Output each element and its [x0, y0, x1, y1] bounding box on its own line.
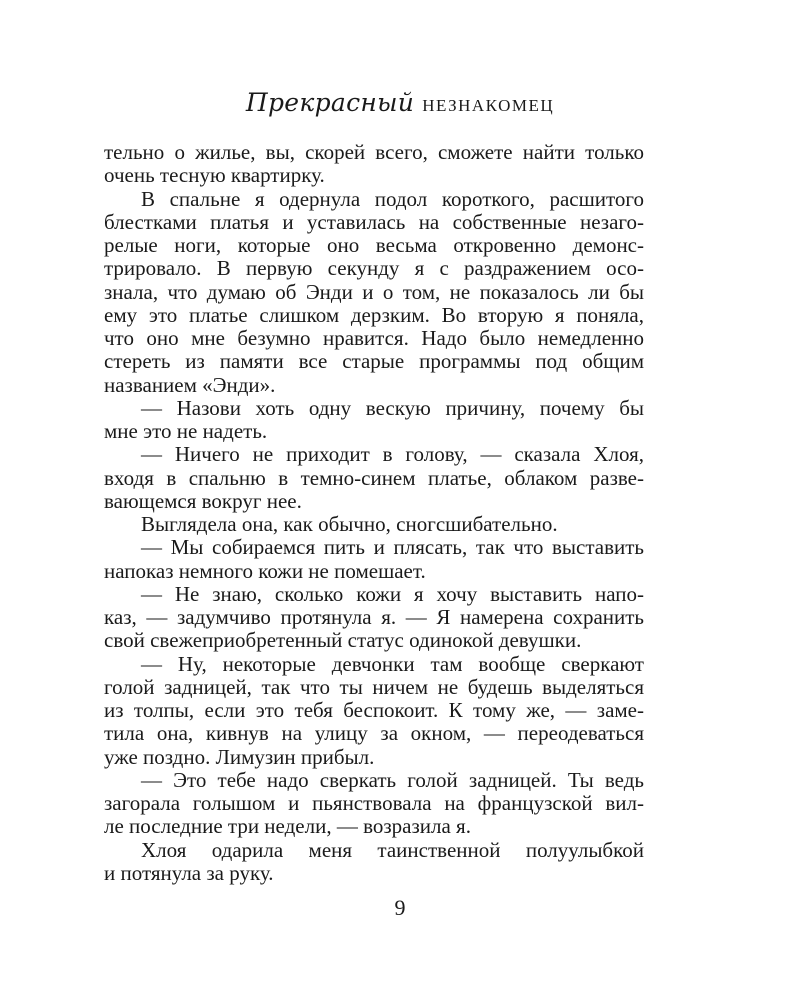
text-line: каз, — задумчиво протянула я. — Я намерена сохранить [104, 606, 644, 629]
text-line: загорала голышом и пьянствовала на французской вил- [104, 792, 644, 815]
text-line: трировало. В первую секунду я с раздражением осо- [104, 257, 644, 281]
text-line: знала, что думаю об Энди и о том, не показалось ли бы [104, 280, 644, 304]
text-line: мне это не надеть. [104, 420, 268, 443]
running-head-title-caps: НЕЗНАКОМЕЦ [422, 96, 555, 115]
text-line: тельно о жилье, вы, скорей всего, сможете найти только [104, 141, 644, 164]
text-line: — Это тебе надо сверкать голой задницей. Ты ведь [141, 768, 644, 792]
text-line: что оно мне безумно нравится. Надо было немедленно [104, 327, 644, 350]
text-line: — Ничего не приходит в голову, — сказала Хлоя, [141, 443, 644, 467]
text-line: Выглядела она, как обычно, сногсшибательно. [141, 513, 558, 536]
text-line: входя в спальню в темно-синем платье, облаком разве- [104, 466, 644, 490]
text-line: ле последние три недели, — возразила я. [104, 815, 471, 839]
text-line: напоказ немного кожи не помешает. [104, 559, 426, 583]
text-line: — Ну, некоторые девчонки там вообще сверкают [141, 652, 644, 676]
text-line: — Назови хоть одну вескую причину, почему бы [141, 396, 644, 420]
running-head [0, 88, 800, 117]
text-line: ему это платье слишком дерзким. Во вторую я поняла, [104, 303, 644, 327]
text-line: — Не знаю, сколько кожи я хочу выставить напо- [141, 582, 644, 606]
text-line: и потянула за руку. [104, 861, 274, 885]
text-line: В спальне я одернула подол короткого, расшитого [141, 187, 644, 211]
text-line: названием «Энди». [104, 373, 276, 397]
text-line: из толпы, если это тебя беспокоит. К тому же, — заме- [104, 699, 644, 722]
text-line: уже поздно. Лимузин прибыл. [104, 745, 375, 769]
page-number: 9 [394, 895, 406, 920]
text-line: очень тесную квартирку. [104, 164, 325, 188]
text-line: тила она, кивнув на улицу за окном, — переодеваться [104, 722, 644, 746]
text-line: стереть из памяти все старые программы под общим [104, 350, 644, 374]
text-line: Хлоя одарила меня таинственной полуулыбкой [141, 838, 644, 862]
running-head-title-script: Прекрасный [245, 88, 415, 117]
text-line: свой свежеприобретенный статус одинокой девушки. [104, 629, 582, 653]
page-body-text [104, 141, 644, 885]
text-line: релые ноги, которые оно весьма откровенно демонс- [104, 234, 644, 257]
text-line: голой задницей, так что ты ничем не будешь выделяться [104, 675, 644, 699]
text-line: блестками платья и уставилась на собственные незаго- [104, 210, 644, 234]
text-line: вающемся вокруг нее. [104, 489, 302, 513]
text-line: — Мы собираемся пить и плясать, так что выставить [141, 536, 644, 560]
